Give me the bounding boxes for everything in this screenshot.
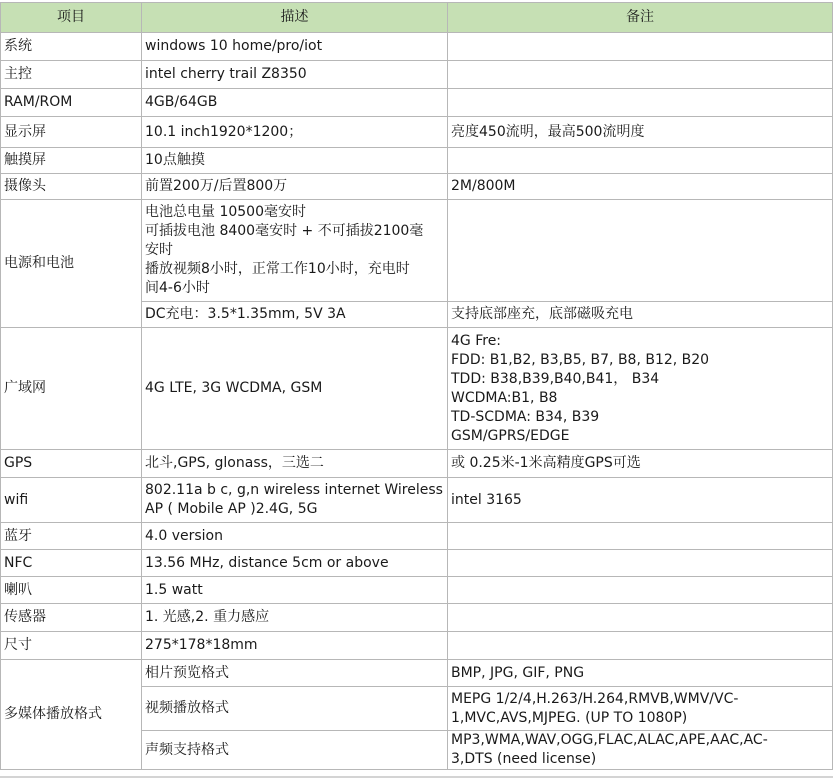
note-line: 1,MVC,AVS,MJPEG. (UP TO 1080P): [451, 709, 688, 726]
row-desc: 视频播放格式: [142, 687, 448, 731]
table-row-system: [1, 33, 833, 61]
row-note: intel 3165: [448, 478, 833, 523]
note-line: TDD: B38,B39,B40,B41， B34: [451, 370, 660, 387]
spec-table: [0, 2, 833, 770]
table-row-cpu: [1, 61, 833, 89]
table-row-wan: [1, 328, 833, 450]
table-row-camera: [1, 174, 833, 200]
row-note: [448, 61, 833, 89]
row-note: [448, 200, 833, 302]
table-row-speaker: [1, 577, 833, 604]
row-desc: 4GB/64GB: [142, 89, 448, 117]
table-row-wifi: [1, 478, 833, 523]
desc-line: 电池总电量 10500毫安时: [145, 204, 306, 220]
table-row-size: [1, 632, 833, 660]
note-line: 4G Fre:: [451, 332, 502, 349]
table-row-display: [1, 117, 833, 148]
row-label: NFC: [1, 550, 142, 577]
row-label: GPS: [1, 450, 142, 478]
row-desc: intel cherry trail Z8350: [142, 61, 448, 89]
row-note: [448, 148, 833, 174]
row-label: 主控: [1, 61, 142, 89]
row-label: 传感器: [1, 604, 142, 632]
row-note: BMP, JPG, GIF, PNG: [448, 660, 833, 687]
row-note: 亮度450流明，最高500流明度: [448, 117, 833, 148]
note-line: MEPG 1/2/4,H.263/H.264,RMVB,WMV/VC-: [451, 690, 739, 707]
desc-line: 可插拔电池 8400毫安时 + 不可插拔2100毫: [145, 223, 424, 239]
row-label: 触摸屏: [1, 148, 142, 174]
note-line: FDD: B1,B2, B3,B5, B7, B8, B12, B20: [451, 351, 710, 368]
table-row-nfc: [1, 550, 833, 577]
row-note: [448, 632, 833, 660]
desc-line: AP ( Mobile AP )2.4G, 5G: [145, 501, 318, 517]
note-line: MP3,WMA,WAV,OGG,FLAC,ALAC,APE,AAC,AC-: [451, 732, 768, 748]
row-desc: 1. 光感,2. 重力感应: [142, 604, 448, 632]
row-label: 电源和电池: [1, 200, 142, 328]
row-note: [448, 33, 833, 61]
row-desc: 4G LTE, 3G WCDMA, GSM: [142, 328, 448, 450]
note-line: 3,DTS (need license): [451, 751, 597, 767]
row-desc: 275*178*18mm: [142, 632, 448, 660]
table-row-memory: [1, 89, 833, 117]
row-desc: 10点触摸: [142, 148, 448, 174]
table-row-sensor: [1, 604, 833, 632]
table-row-bluetooth: [1, 523, 833, 550]
row-label: 显示屏: [1, 117, 142, 148]
row-note: [448, 731, 833, 770]
note-line: TD-SCDMA: B34, B39: [451, 408, 600, 425]
row-note: 2M/800M: [448, 174, 833, 200]
note-line: GSM/GPRS/EDGE: [451, 427, 570, 444]
row-note: 或 0.25米-1米高精度GPS可选: [448, 450, 833, 478]
row-label: wifi: [1, 478, 142, 523]
row-desc: DC充电：3.5*1.35mm, 5V 3A: [142, 302, 448, 328]
header-row: [1, 3, 833, 33]
note-line: WCDMA:B1, B8: [451, 389, 558, 406]
row-desc: 1.5 watt: [142, 577, 448, 604]
row-note: 支持底部座充，底部磁吸充电: [448, 302, 833, 328]
header-item: 项目: [1, 3, 142, 33]
header-desc: 描述: [142, 3, 448, 33]
table-row-gps: [1, 450, 833, 478]
row-desc: 13.56 MHz, distance 5cm or above: [142, 550, 448, 577]
row-note: [448, 550, 833, 577]
row-label: 广域网: [1, 328, 142, 450]
row-note: [448, 89, 833, 117]
row-desc: windows 10 home/pro/iot: [142, 33, 448, 61]
row-note: [448, 577, 833, 604]
desc-line: 安时: [145, 242, 173, 258]
table-row-power: [1, 200, 833, 302]
row-label: 尺寸: [1, 632, 142, 660]
row-note: [448, 687, 833, 731]
row-desc: [142, 200, 448, 302]
row-note: [448, 604, 833, 632]
row-label: RAM/ROM: [1, 89, 142, 117]
row-desc: [142, 478, 448, 523]
header-note: 备注: [448, 3, 833, 33]
table-row-touch: [1, 148, 833, 174]
row-desc: 4.0 version: [142, 523, 448, 550]
desc-line: 间4-6小时: [145, 280, 210, 296]
row-label: 摄像头: [1, 174, 142, 200]
table-row-media-photo: [1, 660, 833, 687]
row-desc: 前置200万/后置800万: [142, 174, 448, 200]
row-desc: 10.1 inch1920*1200；: [142, 117, 448, 148]
row-label: 喇叭: [1, 577, 142, 604]
row-label: 蓝牙: [1, 523, 142, 550]
row-desc: 相片预览格式: [142, 660, 448, 687]
row-desc: 声频支持格式: [142, 731, 448, 770]
row-label: 多媒体播放格式: [1, 660, 142, 770]
desc-line: 播放视频8小时，正常工作10小时，充电时: [145, 261, 410, 277]
row-note: [448, 523, 833, 550]
row-desc: 北斗,GPS, glonass，三选二: [142, 450, 448, 478]
row-label: 系统: [1, 33, 142, 61]
row-note: [448, 328, 833, 450]
desc-line: 802.11a b c, g,n wireless internet Wireless: [145, 482, 443, 498]
